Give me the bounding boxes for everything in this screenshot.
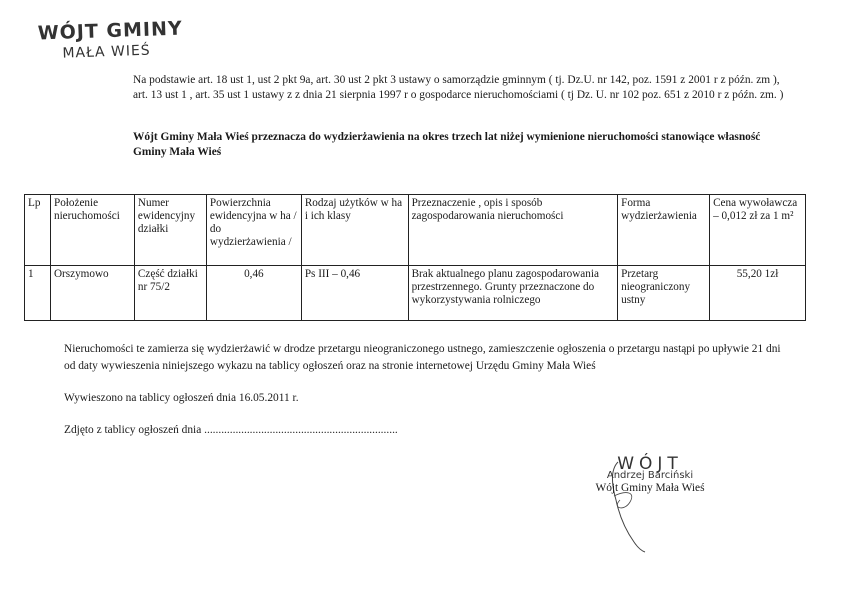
cell-plot-number: Część działki nr 75/2	[134, 266, 206, 321]
removed-date-line: Zdjęto z tablicy ogłoszeń dnia ....................................................................	[64, 424, 398, 436]
cell-lp: 1	[25, 266, 51, 321]
table-header-row	[25, 195, 806, 266]
cell-land-use-type: Ps III – 0,46	[301, 266, 408, 321]
property-table	[24, 194, 806, 321]
header-purpose: Przeznaczenie , opis i sposób zagospodarowania nieruchomości	[408, 195, 618, 266]
cell-location: Orszymowo	[50, 266, 134, 321]
stamp-line-1: WÓJT GMINY	[37, 17, 184, 45]
announcement-heading: Wójt Gminy Mała Wieś przeznacza do wydzierżawienia na okres trzech lat niżej wymienione nieruchomości stanowiące własność Gminy Mała Wieś	[133, 131, 761, 158]
header-land-use-type: Rodzaj użytków w ha i ich klasy	[301, 195, 408, 266]
signature-office: Wójt Gminy Mała Wieś	[595, 482, 705, 494]
signature-title: WÓJT	[617, 454, 683, 474]
wojt-header-stamp	[37, 17, 183, 62]
signature-block	[575, 454, 725, 494]
header-lease-form: Forma wydzierżawienia	[618, 195, 710, 266]
header-area: Powierzchnia ewidencyjna w ha / do wydzierżawienia /	[206, 195, 301, 266]
header-lp: Lp	[25, 195, 51, 266]
posted-date-line: Wywieszono na tablicy ogłoszeń dnia 16.05.2011 r.	[64, 392, 299, 404]
cell-purpose: Brak aktualnego planu zagospodarowania przestrzennego. Grunty przeznaczone do wykorzystywania rolniczego	[408, 266, 618, 321]
cell-area: 0,46	[206, 266, 301, 321]
cell-lease-form: Przetarg nieograniczony ustny	[618, 266, 710, 321]
signature-name: Andrzej Barciński	[606, 470, 694, 481]
cell-starting-price: 55,20 1zł	[710, 266, 806, 321]
header-starting-price: Cena wywoławcza – 0,012 zł za 1 m²	[710, 195, 806, 266]
legal-basis-paragraph: Na podstawie art. 18 ust 1, ust 2 pkt 9a, art. 30 ust 2 pkt 3 ustawy o samorządzie gminnym ( tj. Dz.U. nr 142, poz. 1591 z 2001 r z późn. zm ), art. 13 ust 1 , art. 35 ust 1 ustawy z z dnia 21 sierpnia 1997 r o gospodarce nieruchomościami ( tj Dz. U. nr 102 poz. 651 z 2010 r z późn. zm. )	[133, 74, 784, 101]
header-plot-number: Numer ewidencyjny działki	[134, 195, 206, 266]
table-row	[25, 266, 806, 321]
header-location: Położenie nieruchomości	[50, 195, 134, 266]
stamp-line-2: MAŁA WIEŚ	[62, 42, 151, 62]
tender-info-paragraph: Nieruchomości te zamierza się wydzierżawić w drodze przetargu nieograniczonego ustnego, zamieszczenie ogłoszenia o przetargu nastąpi po upływie 21 dni od daty wywieszenia niniejszego wykazu na tablicy ogłoszeń oraz na stronie internetowej Urzędu Gminy Mała Wieś	[64, 343, 781, 372]
